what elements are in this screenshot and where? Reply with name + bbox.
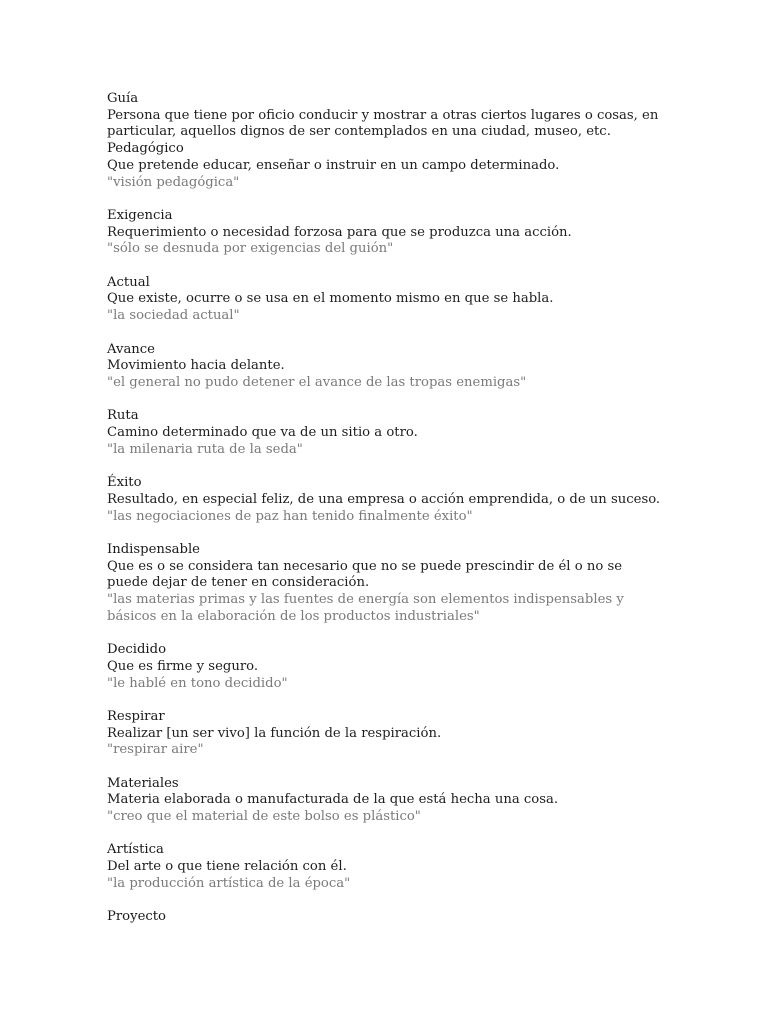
entry-definition: Requerimiento o necesidad forzosa para que se produzca una acción. — [107, 224, 572, 240]
entry-definition: Que existe, ocurre o se usa en el momento mismo en que se habla. — [107, 291, 554, 307]
entry-example: "sólo se desnuda por exigencias del guión" — [107, 241, 394, 257]
glossary-entry-actual — [107, 275, 667, 325]
entry-term: Decidido — [107, 642, 167, 658]
entry-example: "el general no pudo detener el avance de las tropas enemigas" — [107, 374, 527, 390]
entry-term: Pedagógico — [107, 141, 184, 157]
glossary-entry-guia — [107, 91, 667, 141]
glossary-entry-respirar — [107, 709, 667, 759]
entry-example: "la sociedad actual" — [107, 308, 240, 324]
entry-term: Avance — [107, 341, 155, 357]
glossary-entry-indispensable — [107, 542, 667, 626]
entry-example: "le hablé en tono decidido" — [107, 675, 288, 691]
entry-definition: Realizar [un ser vivo] la función de la respiración. — [107, 725, 442, 741]
entry-term: Éxito — [107, 475, 142, 491]
glossary-entry-materiales — [107, 776, 667, 826]
entry-term: Actual — [107, 274, 150, 290]
entry-example: "las materias primas y las fuentes de energía son elementos indispensables y básicos en la elaboración de los productos industriales" — [107, 592, 624, 624]
entry-example: "visión pedagógica" — [107, 174, 240, 190]
glossary-entry-ruta — [107, 408, 667, 458]
entry-term: Guía — [107, 91, 139, 106]
glossary-entry-artistica — [107, 842, 667, 892]
entry-example: "la milenaria ruta de la seda" — [107, 441, 303, 457]
entry-definition: Materia elaborada o manufacturada de la que está hecha una cosa. — [107, 792, 559, 808]
entry-definition: Que pretende educar, enseñar o instruir en un campo determinado. — [107, 157, 560, 173]
entry-definition: Resultado, en especial feliz, de una empresa o acción emprendida, o de un suceso. — [107, 491, 661, 507]
entry-term: Proyecto — [107, 909, 166, 925]
entry-definition: Del arte o que tiene relación con él. — [107, 859, 347, 875]
glossary-entry-exito — [107, 475, 667, 525]
glossary-entry-pedagogico — [107, 141, 667, 191]
entry-example: "la producción artística de la época" — [107, 875, 351, 891]
entry-definition: Que es firme y seguro. — [107, 658, 259, 674]
entry-definition: Camino determinado que va de un sitio a otro. — [107, 425, 418, 440]
entry-term: Exigencia — [107, 207, 173, 223]
entry-term: Respirar — [107, 708, 165, 724]
entry-term: Artística — [107, 842, 164, 858]
glossary-entry-avance — [107, 342, 667, 392]
entry-term: Materiales — [107, 775, 179, 791]
glossary-entry-proyecto — [107, 909, 667, 926]
entry-term: Indispensable — [107, 541, 200, 557]
glossary-page — [107, 91, 667, 926]
entry-example: "las negociaciones de paz han tenido finalmente éxito" — [107, 508, 473, 524]
entry-definition: Persona que tiene por oficio conducir y mostrar a otras ciertos lugares o cosas, en particular, aquellos dignos de ser contemplados en una ciudad, museo, etc. — [107, 107, 659, 140]
entry-term: Ruta — [107, 408, 139, 424]
glossary-entry-decidido — [107, 642, 667, 692]
glossary-entry-exigencia — [107, 208, 667, 258]
entry-definition: Que es o se considera tan necesario que no se puede prescindir de él o no se puede dejar de tener en consideración. — [107, 558, 623, 591]
entry-example: "creo que el material de este bolso es plástico" — [107, 809, 421, 825]
entry-example: "respirar aire" — [107, 742, 204, 758]
entry-definition: Movimiento hacia delante. — [107, 358, 285, 374]
